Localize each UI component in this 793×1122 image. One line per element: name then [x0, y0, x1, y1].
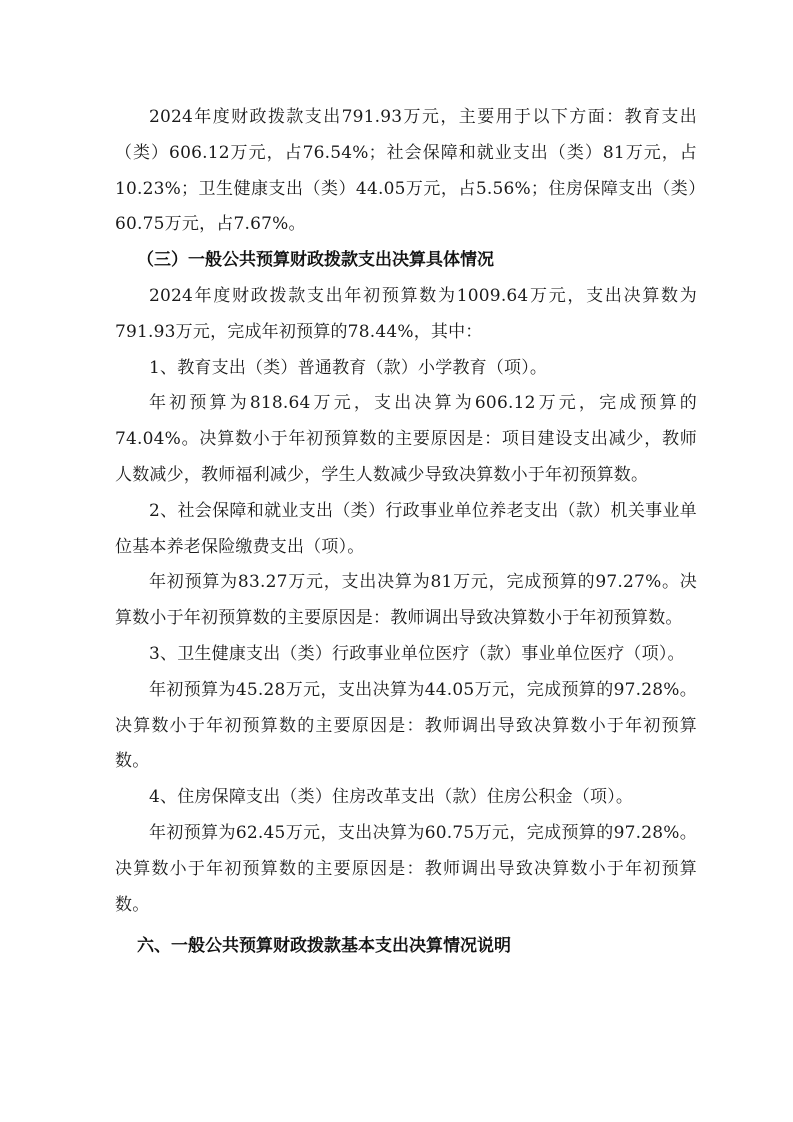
section-3-heading: （三）一般公共预算财政拨款支出决算具体情况: [137, 250, 494, 271]
section-3-summary: 2024年度财政拨款支出年初预算数为1009.64万元，支出决算数为791.93万元，完成年初预算的78.44%，其中：: [115, 285, 697, 342]
item-4-title: 4、住房保障支出（类）住房改革支出（款）住房公积金（项）。: [149, 787, 634, 808]
item-2-title: 2、社会保障和就业支出（类）行政事业单位养老支出（款）机关事业单位基本养老保险缴费支出（项）。: [115, 500, 697, 557]
item-1-detail: 年初预算为818.64万元，支出决算为606.12万元，完成预算的74.04%。决算数小于年初预算数的主要原因是：项目建设支出减少，教师人数减少，教师福利减少，学生人数减少导致决算数小于年初预算数。: [115, 393, 697, 485]
item-2-detail: 年初预算为83.27万元，支出决算为81万元，完成预算的97.27%。决算数小于年初预算数的主要原因是：教师调出导致决算数小于年初预算数。: [115, 572, 697, 629]
item-1-title: 1、教育支出（类）普通教育（款）小学教育（项）。: [149, 357, 548, 378]
item-3-detail: 年初预算为45.28万元，支出决算为44.05万元，完成预算的97.28%。决算数小于年初预算数的主要原因是：教师调出导致决算数小于年初预算数。: [115, 679, 697, 772]
intro-paragraph: 2024年度财政拨款支出791.93万元，主要用于以下方面：教育支出（类）606.12万元，占76.54%；社会保障和就业支出（类）81万元，占10.23%；卫生健康支出（类）44.05万元，占5.56%；住房保障支出（类）60.75万元，占7.67%。: [115, 107, 697, 235]
document-body: [115, 100, 697, 965]
section-6-heading: 六、一般公共预算财政拨款基本支出决算情况说明: [137, 936, 511, 957]
item-3-title: 3、卫生健康支出（类）行政事业单位医疗（款）事业单位医疗（项）。: [149, 643, 685, 664]
item-4-detail: 年初预算为62.45万元，支出决算为60.75万元，完成预算的97.28%。决算数小于年初预算数的主要原因是：教师调出导致决算数小于年初预算数。: [115, 822, 697, 915]
